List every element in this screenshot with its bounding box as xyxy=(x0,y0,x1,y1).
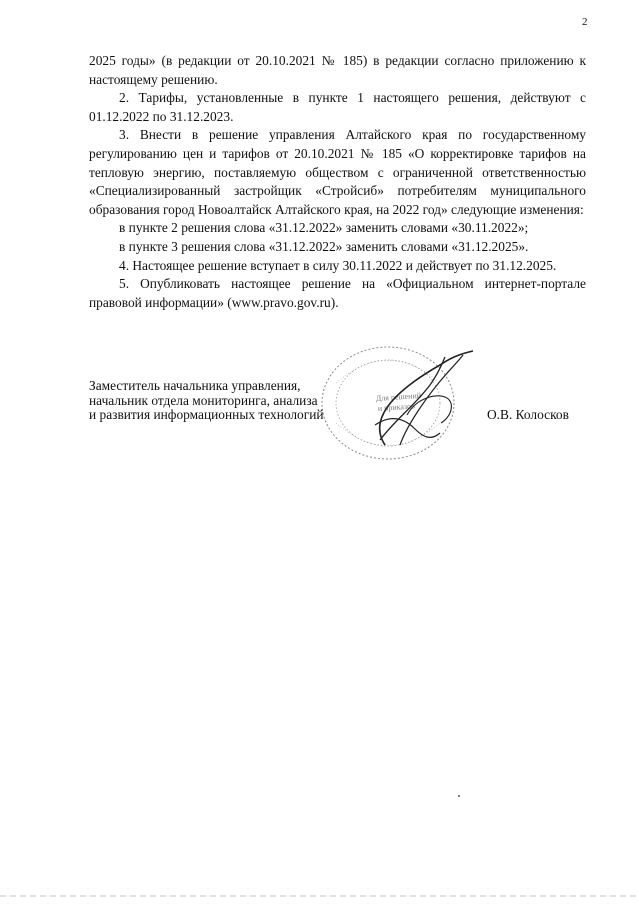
paragraph-item-3: 3. Внести в решение управления Алтайского края по государственному регулированию цен и тарифов от 20.10.2021 № 185 «О корректировке тарифов на тепловую энергию, поставляемую обществом с ограниченной ответственностью «Специализированный застройщик «Стройсиб» потребителям муниципального образования город Новоалтайск Алтайского края, на 2022 год» следующие изменения: xyxy=(89,127,586,217)
document-body xyxy=(89,52,586,312)
signatory-name: О.В. Колосков xyxy=(487,407,569,422)
paragraph-continuation: 2025 годы» (в редакции от 20.10.2021 № 185) в редакции согласно приложению к настоящему решению. xyxy=(89,53,586,87)
svg-text:Для решений: Для решений xyxy=(375,390,422,403)
signatory-position-line: Заместитель начальника управления, xyxy=(89,378,301,393)
signatory-position-line: и развития информационных технологий xyxy=(89,407,324,423)
svg-text:и приказов: и приказов xyxy=(377,401,416,413)
signatory-position-line: начальник отдела мониторинга, анализа xyxy=(89,392,318,408)
page-number: 2 xyxy=(582,16,588,28)
signature-block xyxy=(89,379,586,423)
scan-artifact-dot xyxy=(458,795,460,797)
paragraph-item-4: 4. Настоящее решение вступает в силу 30.11.2022 и действует по 31.12.2025. xyxy=(119,257,557,273)
scan-artifact-edge xyxy=(0,895,639,897)
paragraph-amendment-1: в пункте 2 решения слова «31.12.2022» заменить словами «30.11.2022»; xyxy=(119,220,529,236)
paragraph-item-5: 5. Опубликовать настоящее решение на «Официальном интернет-портале правовой информации» (www.pravo.gov.ru). xyxy=(89,276,586,310)
paragraph-item-2: 2. Тарифы, установленные в пункте 1 настоящего решения, действуют с 01.12.2022 по 31.12.2023. xyxy=(89,90,586,124)
paragraph-amendment-2: в пункте 3 решения слова «31.12.2022» заменить словами «31.12.2025». xyxy=(119,238,529,254)
